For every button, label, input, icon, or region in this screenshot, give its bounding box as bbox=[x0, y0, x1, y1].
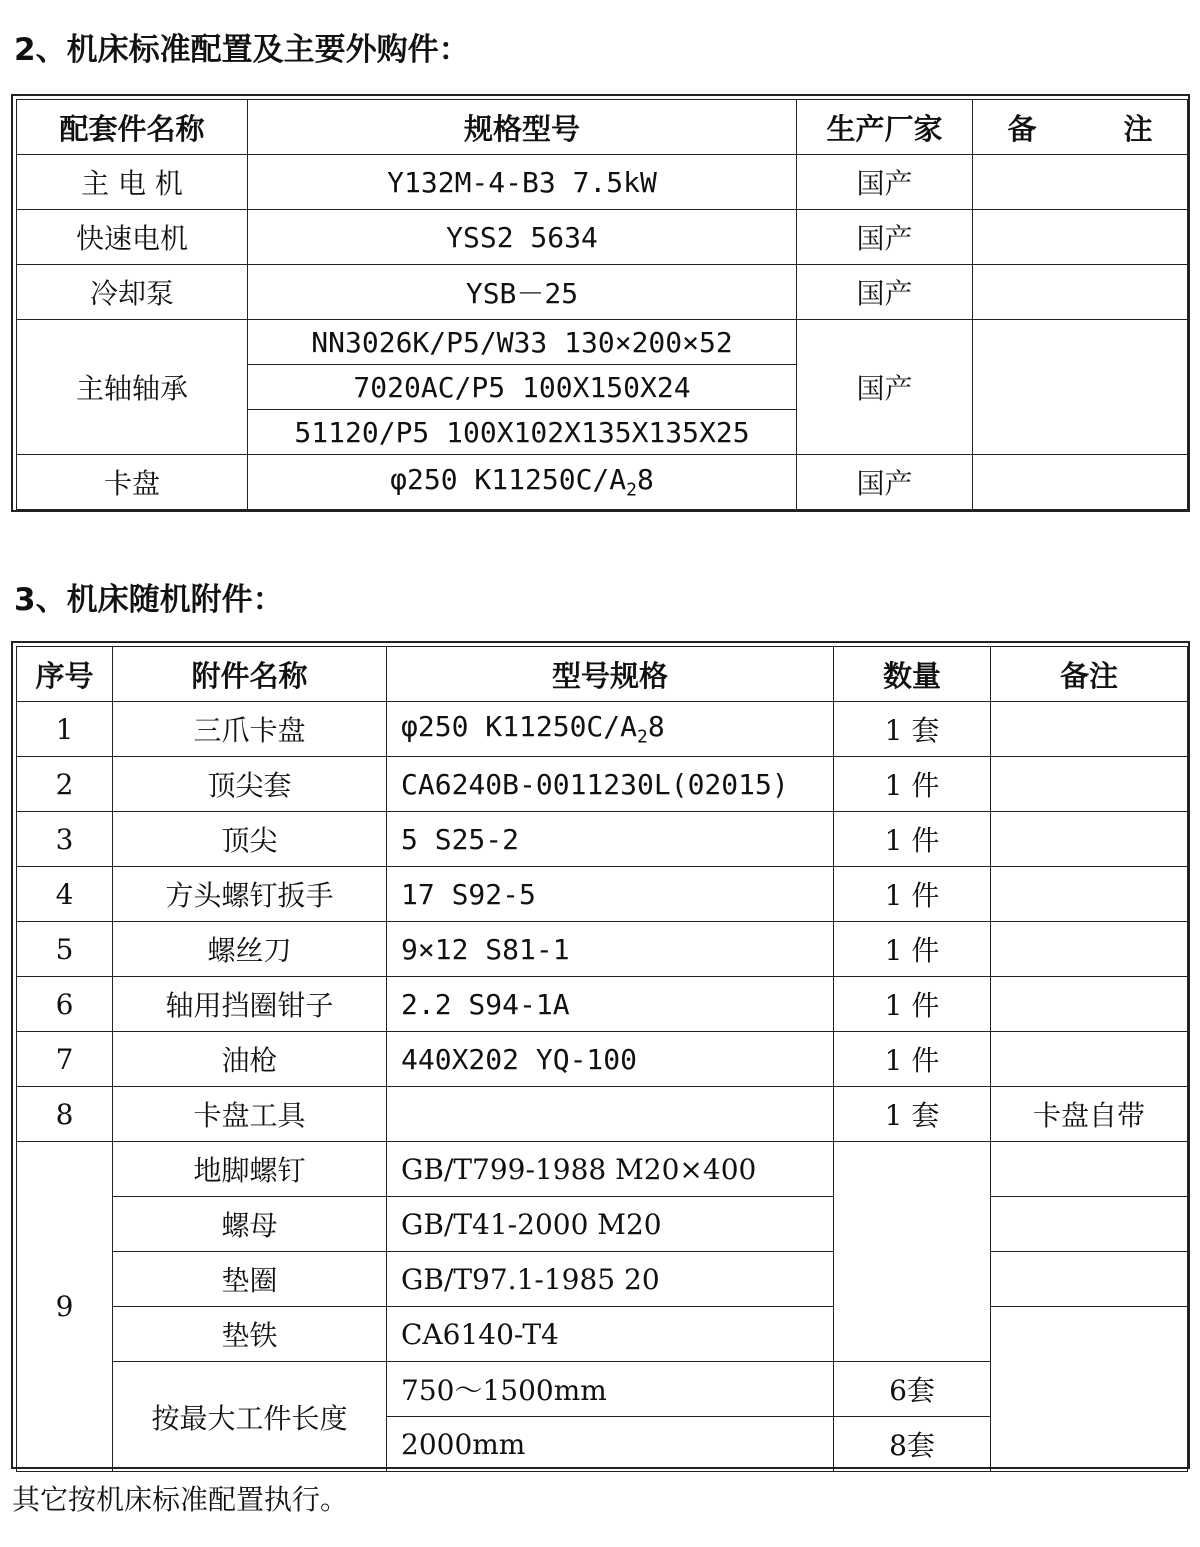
accessory-spec: 2000mm bbox=[387, 1417, 834, 1472]
table-header-row bbox=[17, 100, 1188, 155]
table-row bbox=[17, 922, 1188, 977]
header-component-name: 配套件名称 bbox=[17, 100, 248, 155]
accessory-name: 螺丝刀 bbox=[113, 922, 387, 977]
table-row bbox=[17, 455, 1188, 510]
header-manufacturer: 生产厂家 bbox=[797, 100, 973, 155]
component-spec: YSB－25 bbox=[248, 265, 797, 320]
accessory-spec: GB/T799-1988 M20×400 bbox=[387, 1142, 834, 1197]
accessory-note bbox=[991, 1252, 1188, 1307]
accessory-spec-tail: 8 bbox=[647, 710, 665, 744]
bearing-spec: 51120/P5 100X102X135X135X25 bbox=[248, 410, 797, 455]
table-row bbox=[17, 1252, 1188, 1307]
accessory-spec: 2.2 S94-1A bbox=[387, 977, 834, 1032]
chuck-spec bbox=[248, 455, 797, 510]
accessory-qty: 1 件 bbox=[834, 757, 991, 812]
accessory-note bbox=[991, 702, 1188, 757]
header-serial: 序号 bbox=[17, 647, 113, 702]
chuck-spec-subscript: 2 bbox=[626, 479, 637, 501]
component-note bbox=[973, 210, 1188, 265]
chuck-maker: 国产 bbox=[797, 455, 973, 510]
accessory-name: 油枪 bbox=[113, 1032, 387, 1087]
row-number: 5 bbox=[17, 922, 113, 977]
row-number: 4 bbox=[17, 867, 113, 922]
accessory-spec: 9×12 S81-1 bbox=[387, 922, 834, 977]
accessory-note bbox=[991, 977, 1188, 1032]
component-spec: YSS2 5634 bbox=[248, 210, 797, 265]
chuck-note bbox=[973, 455, 1188, 510]
table-row bbox=[17, 867, 1188, 922]
accessory-name: 顶尖套 bbox=[113, 757, 387, 812]
section-2-title: 2、机床标准配置及主要外购件： bbox=[14, 32, 470, 68]
header-quantity: 数量 bbox=[834, 647, 991, 702]
row-number: 6 bbox=[17, 977, 113, 1032]
accessory-qty: 1 件 bbox=[834, 922, 991, 977]
table-row bbox=[17, 1087, 1188, 1142]
table-row bbox=[17, 812, 1188, 867]
section-3-title: 3、机床随机附件： bbox=[14, 582, 284, 618]
accessory-qty-empty bbox=[834, 1142, 991, 1362]
accessory-name: 卡盘工具 bbox=[113, 1087, 387, 1142]
accessory-name: 地脚螺钉 bbox=[113, 1142, 387, 1197]
table-row bbox=[17, 155, 1188, 210]
bearing-spec: NN3026K/P5/W33 130×200×52 bbox=[248, 320, 797, 365]
accessory-name: 方头螺钉扳手 bbox=[113, 867, 387, 922]
component-maker: 国产 bbox=[797, 265, 973, 320]
accessory-note: 卡盘自带 bbox=[991, 1087, 1188, 1142]
accessory-spec bbox=[387, 702, 834, 757]
accessory-qty: 1 件 bbox=[834, 977, 991, 1032]
accessory-name: 螺母 bbox=[113, 1197, 387, 1252]
chuck-spec-main: φ250 K11250C/A bbox=[390, 463, 627, 497]
accessory-spec bbox=[387, 1087, 834, 1142]
table-row bbox=[17, 1142, 1188, 1197]
table-row bbox=[17, 1032, 1188, 1087]
accessory-spec: 17 S92-5 bbox=[387, 867, 834, 922]
accessory-note bbox=[991, 1032, 1188, 1087]
accessory-qty: 1 套 bbox=[834, 1087, 991, 1142]
bearing-name: 主轴轴承 bbox=[17, 320, 248, 455]
accessory-spec: GB/T97.1-1985 20 bbox=[387, 1252, 834, 1307]
accessory-note bbox=[991, 867, 1188, 922]
component-name: 快速电机 bbox=[17, 210, 248, 265]
accessory-qty: 1 套 bbox=[834, 702, 991, 757]
accessory-spec: 750～1500mm bbox=[387, 1362, 834, 1417]
component-maker: 国产 bbox=[797, 155, 973, 210]
header-accessory-name: 附件名称 bbox=[113, 647, 387, 702]
accessory-spec-subscript: 2 bbox=[637, 726, 648, 748]
table-row bbox=[17, 702, 1188, 757]
accessory-spec: CA6140-T4 bbox=[387, 1307, 834, 1362]
accessory-note bbox=[991, 1197, 1188, 1252]
accessory-qty: 8套 bbox=[834, 1417, 991, 1472]
table-row bbox=[17, 1197, 1188, 1252]
table-row bbox=[17, 757, 1188, 812]
row-number: 8 bbox=[17, 1087, 113, 1142]
table-row bbox=[17, 1307, 1188, 1362]
header-remarks: 备 注 bbox=[973, 100, 1188, 155]
accessory-qty: 1 件 bbox=[834, 812, 991, 867]
row-number: 7 bbox=[17, 1032, 113, 1087]
accessory-name: 三爪卡盘 bbox=[113, 702, 387, 757]
accessory-spec: 5 S25-2 bbox=[387, 812, 834, 867]
bearing-spec: 7020AC/P5 100X150X24 bbox=[248, 365, 797, 410]
table-header-row bbox=[17, 647, 1188, 702]
accessory-qty: 1 件 bbox=[834, 1032, 991, 1087]
accessory-name: 垫铁 bbox=[113, 1307, 387, 1362]
table-row bbox=[17, 977, 1188, 1032]
component-note bbox=[973, 155, 1188, 210]
bearing-maker: 国产 bbox=[797, 320, 973, 455]
component-note bbox=[973, 265, 1188, 320]
table-row bbox=[17, 320, 1188, 365]
standard-config-table bbox=[16, 99, 1188, 510]
accessory-note bbox=[991, 1142, 1188, 1197]
accessory-note bbox=[991, 1307, 1188, 1472]
header-spec-model: 规格型号 bbox=[248, 100, 797, 155]
row-number: 9 bbox=[17, 1142, 113, 1472]
table-row bbox=[17, 265, 1188, 320]
accessory-spec: GB/T41-2000 M20 bbox=[387, 1197, 834, 1252]
accessory-qty: 6套 bbox=[834, 1362, 991, 1417]
accessory-name: 垫圈 bbox=[113, 1252, 387, 1307]
row-number: 2 bbox=[17, 757, 113, 812]
component-spec: Y132M-4-B3 7.5kW bbox=[248, 155, 797, 210]
chuck-name: 卡盘 bbox=[17, 455, 248, 510]
accessory-spec: CA6240B-0011230L(02015) bbox=[387, 757, 834, 812]
accessory-spec: 440X202 YQ-100 bbox=[387, 1032, 834, 1087]
component-name: 主 电 机 bbox=[17, 155, 248, 210]
length-label: 按最大工件长度 bbox=[113, 1362, 387, 1472]
accessory-spec-main: φ250 K11250C/A bbox=[401, 710, 638, 744]
accessories-table bbox=[16, 646, 1188, 1472]
accessory-note bbox=[991, 922, 1188, 977]
accessory-note bbox=[991, 757, 1188, 812]
accessory-name: 顶尖 bbox=[113, 812, 387, 867]
accessory-qty: 1 件 bbox=[834, 867, 991, 922]
accessories-table-frame bbox=[11, 641, 1190, 1469]
row-number: 1 bbox=[17, 702, 113, 757]
bearing-note bbox=[973, 320, 1188, 455]
row-number: 3 bbox=[17, 812, 113, 867]
footer-note: 其它按机床标准配置执行。 bbox=[12, 1483, 349, 1516]
standard-config-table-frame bbox=[11, 94, 1190, 512]
component-name: 冷却泵 bbox=[17, 265, 248, 320]
header-model-spec: 型号规格 bbox=[387, 647, 834, 702]
chuck-spec-tail: 8 bbox=[637, 463, 654, 497]
accessory-name: 轴用挡圈钳子 bbox=[113, 977, 387, 1032]
header-remarks: 备注 bbox=[991, 647, 1188, 702]
table-row bbox=[17, 210, 1188, 265]
accessory-note bbox=[991, 812, 1188, 867]
component-maker: 国产 bbox=[797, 210, 973, 265]
